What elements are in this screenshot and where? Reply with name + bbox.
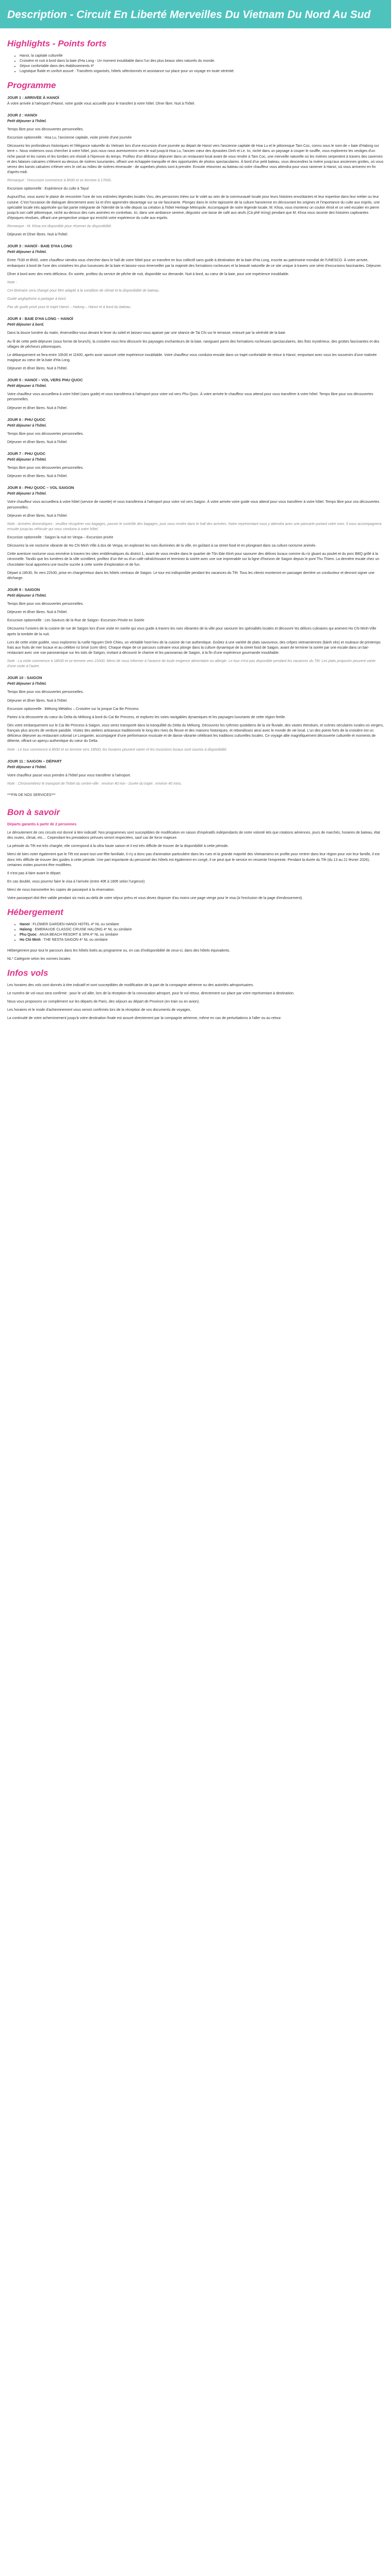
day-paragraph: Cet itinéraire sera changé pour être adapté à la condition de climat et la disponibilité de bateau. [7,289,160,293]
day-paragraph: Excursion optionnelle : Saigon la nuit en Vespa – Excursion privée [7,536,113,540]
day-heading: JOUR 9 : SAIGON [7,587,40,592]
day-paragraph: Déjeuner et dîner libres. Nuit à l'hôtel. [7,367,68,371]
day-paragraph: Temps libre pour vos découvertes personnelles. [7,466,84,470]
lodging-paragraph: Hébergement pour tout le parcours dans les hôtels listés au programme ou, en cas d'indisponibilité de ceux-ci, dans des hôtels équivalents. [7,948,231,953]
day-paragraph: Découvrez les profondeurs historiques et l'élégance naturelle du Vietnam lors d'une excursion d'une journée au départ de Hanoï vers l'ancienne capitale de Hoa Lu et le pittoresque Tam Coc, connu sous le nom de « baie d'Halong sur terre ». Nous visiterons vous chercher à votre hôtel, puis nous nous aventurerons vers le sud jusqu'à Hoa Lu, l'ancien cœur des dynasties Dinh et Le. Ici, niché dans un paysage à couper le souffle, vous explorerez les vestiges d'un riche passé et les ruines et les tombes ont résisté à l'épreuve du temps. Profitez d'un délicieux déjeuner dans un restaurant local avant de vous rendre à Tam Coc, une merveille naturelle où les rivières serpentent à travers des cavernes et des falaises calcaires s'élèvent au-dessus de rizières luxuriantes, offrant une échappée tranquille et des opportunités de photos spectaculaires. À bord d'un petit bateau, vous descendrez la rivière jusqu'aux anciennes grottes, où vous verrez des karsts calcaires s'élever vers le ciel au milieu de rizières émeraude - de superbes photos sont à prendre. Ensuite retournez au bateau où votre chauffeur vous attendra pour vous ramener à Hanoï, où vous arriverez en fin d'après-midi. [7,144,384,175]
program-days [7,95,384,787]
day-paragraph: Partez à la découverte du cœur du Delta du Mékong à bord du Cai Be Princess, et explorez les voies navigables dynamiques et les paysages luxuriants de cette région fertile. [7,715,286,719]
day-paragraph: Petit déjeuner à l'hôtel. [7,423,47,428]
day-paragraph: Petit déjeuner à l'hôtel. [7,492,47,496]
day-paragraph: Entre 7h30 et 8h00, votre chauffeur viendra vous chercher dans le hall de votre hôtel pour un transfert en bus collectif sans guide à destination de la baie d'Ha Long, inscrite au patrimoine mondial de l'UNESCO. À votre arrivée, embarquez à bord de l'une des croisières les plus luxueuses de la baie et laissez-vous émerveiller par la majesté des formations rocheuses et la beauté naturelle de ce site unique à travers une série d'excursions fascinantes. Déjeuner. [7,259,382,268]
day-paragraph: Petit déjeuner à bord. [7,323,44,327]
day-paragraph: Note : Arrivées domestiques : veuillez récupérer vos bagages, passer le contrôle des bagages, puis vous rendre dans le hall des arrivées. Notre représentant vous y attendra avec une pancarte portant votre nom. Il vous accompagnera ensuite jusqu'au véhicule qui vous conduira à votre hôtel. [7,522,382,531]
lodging-heading: Hébergement [7,907,63,918]
highlight-item: • Séjour confortable dans des établissements 4* [20,64,384,69]
day-paragraph: Dès votre embarquement sur le Cai Be Princess à Saigon, vous serez transporté dans la tranquillité du Delta du Mékong. Découvrez les rythmes quotidiens de la vie fluviale, des vastes étendues, et scènes séculaires rurales où vergers, français plus ancrés de verdure paisible. Visitez des ateliers artisanaux traditionnels le long des rives du fleuve et des maisons historiques, et rebondissez ainsi avec le monde de vie local. L'un des points forts de la croisière est un délicieux déjeuner au restaurant colonial Le Longanier, accompagné d'une performance musicale et de danse vibrante célébrant les traditions culturelles locales. Ce voyage allie magnifiquement découverte culturelle et moments de détente, offrant un aperçu authentique du cœur du Delta. [7,724,384,743]
know-paragraph: Il n'est pas à faire avant le départ. [7,871,61,875]
program-day [7,113,384,238]
know-paragraph: Merci de bien noter également que le Têt est avant tout une fête familiale, il n'y a donc pas d'animation particulière dans les rues et la grande majorité des Vietnamiens en profite pour rentrer dans leur région pour voir leur famille, il est donc très difficile de trouver des guides à cette période. Une part importante du personnel des hôtels est également en congé, il se peut que le service en ressente l'empreinte. Pendant la durée du Têt (du 13 au 21 février 2026), certaines visites pourront être modifiées. [7,853,380,867]
day-paragraph: Déjeuner et dîner libres. Nuit à l'hôtel. [7,406,68,410]
program-day [7,244,384,310]
day-paragraph: Déjeuner et Dîner libres. Nuit à l'hôtel. [7,233,69,237]
program-day [7,759,384,787]
day-paragraph: À votre arrivée à l'aéroport d'Hanoï, votre guide vous accueille pour le transfert à votre hôtel. Dîner libre. Nuit à l'hôtel. [7,101,196,106]
program-day [7,95,384,107]
day-paragraph: Lors de cette visite guidée, vous explorerez la ruelle Nguyen Dinh Chieu, un véritable hoot-heu de la cuisine de rue authentique. Goûtez à une variété de plats savoureux, des crêpes vietnamiennes (bánh xèo) et rouleaux de printemps frais aux fruits de mer locaux et au célèbre riz brisé (cơm tấm). Chaque étape de ce parcours culinaire vous plonge dans la culture dynamique de la street food de Saigon, avant de terminer la soirée par une escale dans un bar-restaurant avec une vue panoramique sur les toits de Saïgon, invitant à découvrir le charme et les panoramas de Saigon, à la fin d'une expérience gourmande inoubliable. [7,640,381,655]
program-day [7,451,384,479]
know-heading: Bon à savoir [7,807,60,818]
lodging-city: Ho Chi Minh [20,938,41,942]
lodging-hotel: ANJA BEACH RESORT & SPA 4* NL ou similaire [39,933,119,937]
day-paragraph: Déjeuner et dîner libres. Nuit à l'hôtel. [7,440,68,444]
content [0,28,391,1036]
lodging-item: • Phu Quoc : ANJA BEACH RESORT & SPA 4* NL ou similaire [20,933,384,938]
day-paragraph: Petit déjeuner à l'hôtel. [7,682,47,686]
lodging-item: • Ho Chi Minh : THE NESTA SAIGON 4* NL ou similaire [20,938,384,943]
info-paragraph: Nous vous proposons un complément sur les départs de Paris, des séjours au départ de Province (en train ou en avion). [7,999,200,1004]
info-paragraph: Les horaires et le mode d'acheminement vous seront confirmés lors de la réception de vos documents de voyages. [7,1008,191,1012]
day-heading: JOUR 7 : PHU QUOC [7,451,46,456]
day-paragraph: Départ à 18h30, fin vers 22h30, prise en charge/retour dans les hôtels centraux de Saigon. Le tour est indisponible pendant les vacances du Têt. Tous les clients monteront en passager derrière un conducteur et devront signer une décharge. [7,571,374,580]
day-paragraph: Votre chauffeur passe vous prendre à l'hôtel pour vous transférer à l'aéroport. [7,773,131,777]
program-day [7,675,384,752]
day-paragraph: Excursion optionnelle : Expérience du culte à Tayul [7,187,89,191]
program-day [7,485,384,581]
day-heading: JOUR 10 : SAIGON [7,675,42,681]
lodging-hotel: THE NESTA SAIGON 4* NL ou similaire [43,938,108,942]
day-paragraph: Petit déjeuner à l'hôtel. [7,765,47,769]
info-paragraph: Les horaires des vols sont donnés à titre indicatif et sont susceptibles de modification de la part de la compagnie aérienne ou des autorités aéroportuaires. [7,983,254,987]
program-day [7,378,384,411]
day-paragraph: Dans la douce lumière du matin, émerveillez-vous devant le lever du soleil et laissez-vous apaiser par une séance de Tai Chi sur le terrasse, entouré par la sérénité de la baie. [7,331,286,335]
day-paragraph: Temps libre pour vos découvertes personnelles. [7,432,84,436]
day-paragraph: Dîner à bord avec des mets délicieux. En soirée, profitez du service de pêche de nuit, disponible sur demande. Nuit à bord, au cœur de la baie, pour une expérience inoubliable. [7,272,289,276]
day-paragraph: Au fil de cette petit-déjeuner (sous forme de brunch), la croisière vous fera découvrir les paysages enchanteurs de la baie, naviguant parmi des formations rocheuses spectaculaires, des îlots mystérieux, des grottes fascinantes et des villages de pêcheurs pittoresques. [7,340,380,349]
day-paragraph: Excursion optionnelle : Les Saveurs de la Rue de Saïgon -Excursion Privée en Soirée [7,619,144,623]
day-paragraph: Remarque : l'excursion commence à 8h00 et se termine à 17h00. [7,179,112,183]
program-day [7,587,384,669]
know-paragraph: La période du Têt est très chargée, elle correspond à la ultra haute saison et il est très difficile de trouver de la disponibilité à cette période. [7,844,229,849]
highlight-item: • Croisière et nuit à bord dans la baie d'Ha Long - Un moment inoubliable dans l'un des plus beaux sites naturels du monde. [20,59,384,64]
day-paragraph: Déjeuner et dîner libres. Nuit à l'hôtel. [7,514,68,518]
lodging-hotel: EMERAUDE CLASSIC CRUISE HALONG 4* NL ou similaire [35,928,132,932]
day-heading: JOUR 4 : BAIE D'HA LONG – HANOÏ [7,316,73,321]
lodging-item: • Halong : EMERAUDE CLASSIC CRUISE HALONG 4* NL ou similaire [20,927,384,933]
lodging-city: Halong [20,928,32,932]
day-paragraph: Le débarquement se fera entre 10h30 et 11h00, après avoir savouré cette expérience inoubliable. Votre chauffeur vous conduira ensuite dans un trajet confortable de retour à Hanoï, emportant avec vous les souvenirs d'une matinée magique au cœur de la baie d'Ha Long. [7,353,377,363]
day-paragraph: Note : La visite commence à 18h00 et se termine vers 21h00. Merci de nous informer à l'avance de toute exigence alimentaire ou allergie. Le tour n'est pas disponible pendant les vacances du Têt. Les plats proposés peuvent varier d'une visite à l'autre. [7,659,376,669]
day-heading: JOUR 2 : HANOI [7,113,37,118]
day-paragraph: Votre chauffeur vous accueillera à votre hôtel (service de navette) et vous transférera à l'aéroport pour votre vol vers Saigon. À votre arrivée votre guide vous attend pour vous transférer à votre hôtel. Temps libre pour vos découvertes personnelles. [7,500,380,510]
highlight-item: • Logistique fluide et confort assuré : Transferts organisés, hôtels sélectionnés et assistance sur place pour un voyage en toute sérénité. [20,69,384,74]
end-marker: ***FIN DE NOS SERVICES*** [7,793,56,798]
day-paragraph: Note : [7,280,17,284]
day-paragraph: Découvrez la vie nocturne vibrante de Ho Chi Minh Ville à dos de Vespa, en explorant les rues illuminées de la ville, en goûtant à sa street food et en plongeant dans sa culture nocturne animée. [7,544,317,548]
day-paragraph: Cette aventure nocturne vous emmène à travers les sites emblématiques du district 1, avant de vous rendre dans le quartier de Tôn Đản Đinh pour savourer des délices locaux comme du riz gluant au poulet et du porc BBQ grillé à la citronnelle. Tandis que les lumières de la ville scintillent, profitez d'un thé ou d'un café rafraîchissant et terminez la soirée avec une vue imprenable sur la ligne d'horizon de Saigon depuis le pont Thu Thiem. La dernière escale chez un chocolatier local apportera une touche sucrée à cette soirée d'exploration et de fun. [7,552,380,567]
know-paragraph: Le déroulement de ces circuits est donné à titre indicatif. Nos programmes sont susceptibles de modification en raison d'impératifs indépendants de notre volonté tels que rotations aériennes, jours de marchés, horaires de bateau, état des routes, climat, etc.... Cependant les prestations prévues seront respectées, sauf cas de force majeure. [7,831,380,840]
day-paragraph: Petit déjeuner à l'hôtel. [7,384,47,388]
title-banner [0,0,391,28]
day-paragraph: Petit déjeuner à l'hôtel. [7,250,47,255]
lodging-hotel: FLOWER GARDEN HANOI HOTEL 4* NL ou similaire [32,923,119,927]
day-paragraph: Excursion optionnelle : Hoa Lu, l'ancienne capitale, visite privée d'une journée [7,136,132,140]
know-subheading: Départs garantis à partir de 2 personnes [7,822,77,826]
day-paragraph: Déjeuner et dîner libres. Nuit à l'hôtel. [7,699,68,703]
highlight-item: • Hanoi, la capitale culturelle [20,54,384,59]
day-paragraph: Temps libre pour vos découvertes personnelles. [7,128,84,132]
lodging-city: Hanoï [20,923,30,927]
day-paragraph: Guide anglophone à partager à bord. [7,297,67,301]
lodging-notes [7,948,384,962]
day-paragraph: Déjeuner et dîner libres. Nuit à l'hôtel. [7,474,68,479]
day-paragraph: Petit déjeuner à l'hôtel. [7,119,47,123]
lodging-paragraph: NL* Catégorie selon les normes locales [7,957,71,961]
day-paragraph: Petit déjeuner à l'hôtel. [7,457,47,462]
highlights-heading: Highlights - Points forts [7,39,107,49]
day-paragraph: Note : Le tour commence à 8h00 et se termine vers 18h00, les horaires peuvent varier et les musiciens locaux sont soumis à disponibilité. [7,748,227,752]
lodging-list [7,922,384,943]
day-paragraph: Excursion optionnelle : Mékong Métallos – Croisière sur la jonque Cai Be Princess [7,707,139,711]
day-heading: JOUR 3 : HANOÏ - BAIE D'HA LONG [7,244,73,249]
day-paragraph: Remarque : M. Khoa est disponible pour réserver du disponibilité. [7,225,112,229]
day-paragraph: Petit déjeuner à l'hôtel. [7,594,47,598]
day-heading: JOUR 8 : PHU QUOC – VOL SAIGON [7,485,74,490]
day-paragraph: Déjeuner et dîner libres. Nuit à l'hôtel. [7,611,68,615]
program-day [7,316,384,371]
day-paragraph: Temps libre pour vos découvertes personnelles. [7,690,84,694]
day-paragraph: Votre chauffeur vous accueillera à votre hôtel (sans guide) et vous transférera à l'aéroport pour votre vol vers Phu Quoc. À votre arrivée le chauffeur vous attend pour vous transférer à votre hôtel. Temps libre pour vos découvertes personnelles. [7,393,373,402]
day-paragraph: Note : Chronométrez le transport de l'hôtel du centre-ville : environ 40 min - Durée du trajet : environ 40 mins. [7,782,182,786]
day-paragraph: Découvrez l'univers de la cuisine de rue de Saïgon lors d'une visite en soirée qui vous guide à travers les rues vibrantes de la ville pour savourer les spécialités locales et découvrir les délices culinaires qui animent Ho Chi Minh-Ville après la tombée de la nuit. [7,627,377,636]
program-day [7,417,384,445]
day-paragraph: Pas de guide privé pour le trajet Hanoï – Halong – Hanoï et à bord du bateau. [7,306,132,310]
info-section [7,983,384,1022]
lodging-item: • Hanoï : FLOWER GARDEN HANOI HOTEL 4* NL ou similaire [20,922,384,927]
day-paragraph: Aujourd'hui, vous aurez le plaisir de rencontrer l'une de nos estimées légendes locales Vivu, des personnes triées sur le volet au sein de la communauté locale pour leurs histoires envoûtantes et leur expertise dans leur métier ou leur cuisine. C'est l'occasion de dialoguer directement avec lui et d'en apprendre davantage sur sa vie fascinante. Plongez dans le riche tapisserie de la culture hanoïenne en découvrant les origines et l'importance du culte aux esprits, une spécialité locale très appréciée qui fait partie intégrante de l'identité de la ville depuis sa création à l'hôtel Heritage Métropole. Accompagné de notre légende locale, M. Khoa, vous monterez un couloir étroit et un vieil escalier en pierre jusqu'à son café pittoresque, niché au-dessus des rues animées en contrebas. Ici, dans une ambiance sereine, dégustez une tasse de café aux œufs (Cà phê trứng) pendant que M. Khoa vous raconte des histoires captivantes d'époques révolues, offrant une perspective unique qui enrichit votre expérience du culte aux esprits. [7,195,380,221]
page-title: Description - Circuit En Liberté Merveilles Du Vietnam Du Nord Au Sud [7,9,371,21]
know-section [7,831,384,901]
info-heading: Infos vols [7,968,48,978]
lodging-city: Phu Quoc [20,933,37,937]
day-paragraph: Temps libre pour vos découvertes personnelles. [7,602,84,606]
know-paragraph: Votre passeport doit être valide pendant six mois au-delà de votre séjour prévu et vous devez disposer d'au moins une page vierge pour le visa (à l'exclusion de la page d'endossement). [7,896,303,901]
day-heading: JOUR 11 : SAIGON – DÉPART [7,758,62,764]
program-heading: Programme [7,80,56,91]
day-heading: JOUR 1 : ARRIVÉE À HANOÏ [7,95,59,100]
day-heading: JOUR 6 : PHU QUOC [7,417,46,422]
know-paragraph: En cas doublé, vous pourrez faire le visa à l'arrivée (entre 40€ à 180€ selon l'urgence) [7,879,145,884]
info-paragraph: La continuité de votre acheminement jusqu'à votre destination finale est assuré directement par la compagnie aérienne, même en cas de perturbations à l'aller ou au retour. [7,1016,282,1021]
highlights-list [7,54,384,75]
day-heading: JOUR 5 : HANOÏ – VOL VERS PHU QUOC [7,378,83,383]
know-paragraph: Merci de nous transmettre les copies de passeport à la réservation. [7,888,115,892]
info-paragraph: Le numéro de vol vous sera confirmé : pour le vol aller, lors de la réception de la convocation aéroport, pour le vol retour, directement sur place par votre représentant à destination. [7,991,295,995]
